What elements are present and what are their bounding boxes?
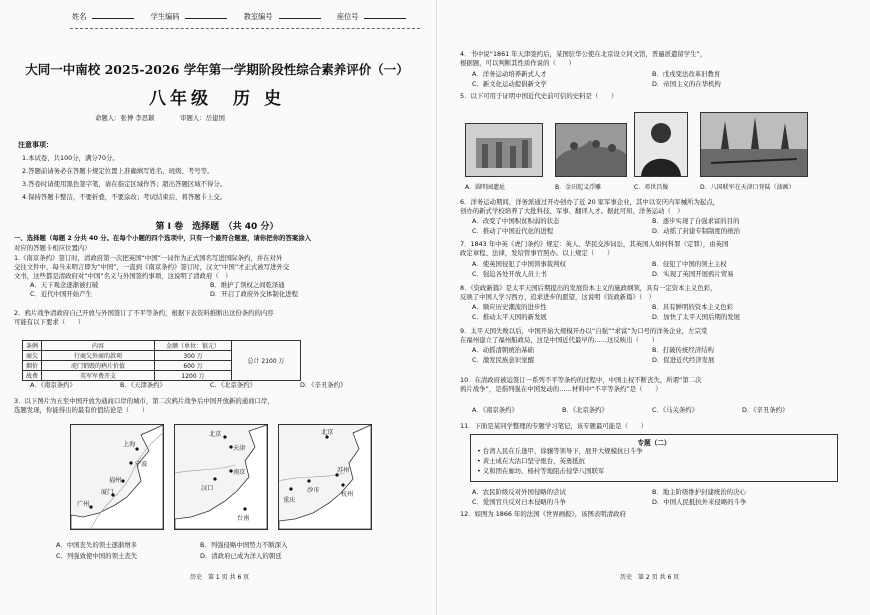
q1-option-d[interactable]: D．开启了政府外交体制化进程	[210, 290, 298, 298]
q1-stem: 文书，这些都是清政府对“中国”名义与外国签约事项，这说明了清政府（ ）	[14, 272, 232, 280]
city-label: 沙市	[307, 487, 320, 494]
city-label: 福州	[109, 477, 122, 484]
portrait-graphic	[635, 113, 687, 176]
q7-option-a[interactable]: A．使英国侵犯了中国领事裁判权	[472, 260, 566, 268]
student-code-label: 学生编码	[150, 12, 180, 21]
q3-stem: 3．以下图片为五至中国开放为通商口岸的城市，第二次鸦片战争后中国开放新的通商口岸，	[14, 397, 274, 405]
q2-table	[22, 340, 301, 381]
name-label: 姓名	[72, 12, 87, 21]
city-label: 上海	[123, 441, 136, 448]
topic-note-box	[470, 434, 838, 482]
q2-option-b[interactable]: B．《天津条约》	[120, 381, 166, 389]
q4-stem: 根据题，可以判断其性质作说的（ ）	[460, 59, 576, 67]
q8-stem: 8．《资政新篇》是太平天国后期提出的发展资本主义的施政纲领，具有一定资本主义色彩，	[460, 284, 717, 292]
q9-stem: 9．太平天国失败以后，中国开始大规模开办以“自强”“求富”为口号的洋务企业，左宗棠	[460, 327, 708, 335]
q3-option-b[interactable]: B．列强侵略中国势力不断深入	[200, 541, 288, 549]
city-label: 厦门	[101, 489, 114, 496]
q1-option-a[interactable]: A．天下观念逐渐被打破	[30, 281, 99, 289]
seat-blank[interactable]	[364, 12, 406, 19]
topic-title: 专题（二）	[637, 439, 671, 447]
q8-option-a[interactable]: A．顺应历史潮流的进步性	[472, 303, 547, 311]
q10-option-c[interactable]: C．《马关条约》	[652, 406, 698, 414]
table-row: 商欠 行商欠外商的款项 300 万	[23, 351, 301, 361]
q3-stem: 选题发现，你能得出的最有价值结论是（ ）	[14, 406, 149, 414]
photo-oil-painting	[700, 112, 808, 177]
city-label: 台南	[237, 515, 250, 522]
student-info-fields	[72, 12, 420, 22]
q1-option-c[interactable]: C．近代中国开始产生	[30, 290, 92, 298]
q7-stem: 政定章程、法律，发给管事官照办。以上规定（ ）	[460, 249, 614, 257]
q4-option-d[interactable]: D．帝国主义的在华机构	[652, 80, 721, 88]
q9-option-d[interactable]: D．促进近代经济发展	[652, 356, 715, 364]
page-footer-right: 历史 第 2 页 共 6 页	[620, 574, 680, 581]
authors-line: 命题人：张博 李思颖 审题人：岳建国	[95, 114, 225, 122]
q4-option-b[interactable]: B．戊戌变法改革旧教育	[652, 70, 721, 78]
page-footer-left: 历史 第 1 页 共 6 页	[190, 574, 250, 581]
city-label: 重庆	[283, 497, 296, 504]
grade-subject: 八年级 历 史	[149, 89, 285, 109]
map-2	[174, 424, 268, 530]
q9-option-a[interactable]: A．动摇清朝统治基础	[472, 346, 534, 354]
table-header: 内容	[42, 341, 155, 351]
q2-option-c[interactable]: C．《北京条约》	[210, 381, 256, 389]
city-label: 广州	[77, 501, 90, 508]
section-instruction: 一、选择题（每题 2 分共 40 分。在每个小题的四个选项中，只有一个最符合题意，请你把你的答案涂入	[14, 234, 312, 242]
q1-stem: 1.《南京条约》签订时，清政府第一次把英国“中国”一词作为正式国名写进国际条约，并在对外	[14, 254, 283, 262]
q5-stem: 5．以下可用于证明中国近代史前可信的史料是（ ）	[460, 92, 618, 100]
q6-stem: 创办的新式学校培养了大批科技、军事、翻译人才。据此可知，洋务运动（ ）	[460, 207, 684, 215]
q10-stem: 10．在清政府被迫签订一系列不平等条约的过程中，中国主权不断丧失，所谓“第二次	[460, 376, 702, 384]
q2-stem: 2．鸦片战争清政府自己开放与外国签订了不平等条约，根据下表资料推断出这份条约的内容	[14, 309, 274, 317]
photo-caption-b[interactable]: B．金田起义浮雕	[555, 184, 602, 191]
q8-option-b[interactable]: B．具有鲜明的资本主义色彩	[652, 303, 734, 311]
photo-caption-d[interactable]: D．八国联军在天津口登陆（油画）	[700, 184, 795, 191]
photo-relief	[555, 123, 627, 177]
city-label: 南京	[233, 469, 246, 476]
city-label: 汉口	[201, 485, 214, 492]
relief-graphic	[556, 124, 626, 176]
ruins-graphic	[466, 124, 542, 176]
q6-option-a[interactable]: A．改变了中国积贫积弱的状态	[472, 217, 560, 225]
q11-stem: 11．下面是某同学整理的专题学习笔记，该专题最可能是（ ）	[460, 422, 648, 430]
photo-caption-a[interactable]: A．圆明园遗址	[465, 184, 506, 191]
note-line: 4.保持答题卡整洁，不要折叠，不要涂改；考试结束后，将答题卡上交。	[22, 193, 227, 201]
table-row: 烟价 虎门销毁的鸦片价值 600 万	[23, 361, 301, 371]
center-fold	[436, 0, 437, 615]
note-line: 1.本试卷，共100分，满分70分。	[22, 154, 119, 162]
q11-option-b[interactable]: B．地主阶级维护封建统治的决心	[652, 488, 746, 496]
section-title: 第 I 卷 选择题 （共 40 分）	[155, 222, 279, 232]
q12-stem: 12．如图为 1866 年的法国《世界画报》，该图表明清政府	[460, 510, 626, 518]
map-1	[70, 424, 164, 530]
q4-stem: 4．书中说“1861 年天津签约后，某国驻华公使在北京设立同文馆，普遍派遣留学生”，	[460, 50, 707, 58]
q11-option-a[interactable]: A．农民阶级反对外国侵略的尝试	[472, 488, 566, 496]
city-label: 天津	[233, 445, 246, 452]
coastline-graphic	[175, 425, 267, 529]
city-label: 杭州	[341, 491, 354, 498]
coastline-graphic	[279, 425, 371, 529]
photo-ruins	[465, 123, 543, 177]
table-total: 总计 2100 万	[232, 341, 301, 381]
q2-option-d[interactable]: D．《辛丑条约》	[300, 381, 347, 389]
student-code-blank[interactable]	[185, 12, 227, 19]
q7-option-d[interactable]: D．实现了英国开展鸦片贸易	[652, 270, 734, 278]
q6-option-c[interactable]: C．推动了中国近代化的进程	[472, 227, 554, 235]
q3-maps	[70, 424, 370, 532]
topic-item: • 台湾人民在丘逢甲、徐骧等领导下，展开大规模抗日斗争	[477, 447, 643, 455]
q2-option-a[interactable]: A．《南京条约》	[30, 381, 76, 389]
topic-item: • 义和团在廊坊、杨村等地阻击侵华八国联军	[477, 467, 605, 475]
photo-caption-c[interactable]: C．邓世昌像	[634, 184, 669, 191]
q10-option-d[interactable]: D．《辛丑条约》	[742, 406, 789, 414]
q7-option-c[interactable]: C．强迫各处开放人员上书	[472, 270, 547, 278]
topic-item: • 黄士成在大沽口坚守炮台，英勇抵抗	[477, 457, 586, 465]
painting-graphic	[701, 113, 807, 176]
q4-option-c[interactable]: C．新文化运动提倡新文学	[472, 80, 547, 88]
q7-stem: 7．1843 年中英《虎门条约》规定：英人、华民交涉词讼，其英国人如何科罪（定罪），由英国	[460, 240, 729, 248]
q10-option-a[interactable]: A．《南京条约》	[472, 406, 518, 414]
q4-option-a[interactable]: A．洋务运动培养新式人才	[472, 70, 547, 78]
table-header: 条例	[23, 341, 42, 351]
city-label: 宁波	[135, 461, 148, 468]
q6-option-b[interactable]: B．逐步实现了自强求富的目的	[652, 217, 740, 225]
table-header: 金额（单位：银元）	[155, 341, 232, 351]
map-3	[278, 424, 372, 530]
q6-option-d[interactable]: D．动摇了封建专制制度的统治	[652, 227, 740, 235]
photo-portrait	[634, 112, 688, 177]
q8-stem: 反映了中国人学习西方、追求进步的愿望，这说明《资政新篇》（ ）	[460, 293, 655, 301]
q3-option-c[interactable]: C．列强致使中国的领土丧失	[56, 552, 138, 560]
q3-option-d[interactable]: D．清政府已成为洋人的朝廷	[200, 552, 282, 560]
name-blank[interactable]	[92, 12, 134, 19]
note-line: 3.答卷时请使用黑色签字笔，请在指定区域作答；超出答题区域不得分。	[22, 180, 227, 188]
room-label: 教室编号	[243, 12, 273, 21]
q9-stem: 在福州建立了福州船政局，这是中国近代最早的……这反映出（ ）	[460, 336, 659, 344]
notes-title: 注意事项：	[18, 141, 53, 149]
city-label: 北京	[321, 429, 334, 436]
room-blank[interactable]	[279, 12, 321, 19]
q8-option-c[interactable]: C．推动太平天国的新发展	[472, 313, 547, 321]
table-row: 战费 英军军费开支 1200 万	[23, 371, 301, 381]
q2-stem: 可能有以下要求（ ）	[14, 318, 85, 326]
q1-stem: 交往文件中，每当未明言即为“中国”，一直到《南京条约》签订时，汉文“中国”才正式被写进外交	[14, 263, 290, 271]
note-line: 2.答题前请务必在答题卡规定位置上准确填写姓名、班级、考号等。	[22, 167, 214, 175]
section-instruction-2: 对应的答题卡相应位置内）	[14, 244, 91, 252]
q11-option-d[interactable]: D．中国人民抵抗外来侵略的斗争	[652, 498, 747, 506]
q8-option-d[interactable]: D．加快了太平天国后期的发展	[652, 313, 740, 321]
q9-option-c[interactable]: C．激发民族意识觉醒	[472, 356, 534, 364]
q7-option-b[interactable]: B．侵犯了中国的领土主权	[652, 260, 727, 268]
q6-stem: 6．洋务运动期间，洋务派通过开办创办了近 20 家军事企业，其中以安庆内军械所为起点，	[460, 198, 720, 206]
q1-option-b[interactable]: B．维护了领权之间乾泽通	[210, 281, 285, 289]
header-divider	[70, 28, 420, 29]
q3-option-a[interactable]: A．中国丧失的领土逐渐增多	[56, 541, 138, 549]
city-label: 北京	[209, 431, 222, 438]
q9-option-b[interactable]: B．打破传统经济结构	[652, 346, 714, 354]
school-title: 大同一中南校 2025-2026 学年第一学期阶段性综合素养评价（一）	[25, 62, 409, 77]
q11-option-c[interactable]: C．爱国官兵反对日本侵略的斗争	[472, 498, 566, 506]
q10-option-b[interactable]: B．《北京条约》	[562, 406, 608, 414]
city-label: 苏州	[337, 467, 350, 474]
seat-label: 座位号	[336, 12, 359, 21]
q10-stem: 鸦片战争”，是指列强在中国发动的……材料中“不平等条约”是（ ）	[460, 385, 662, 393]
